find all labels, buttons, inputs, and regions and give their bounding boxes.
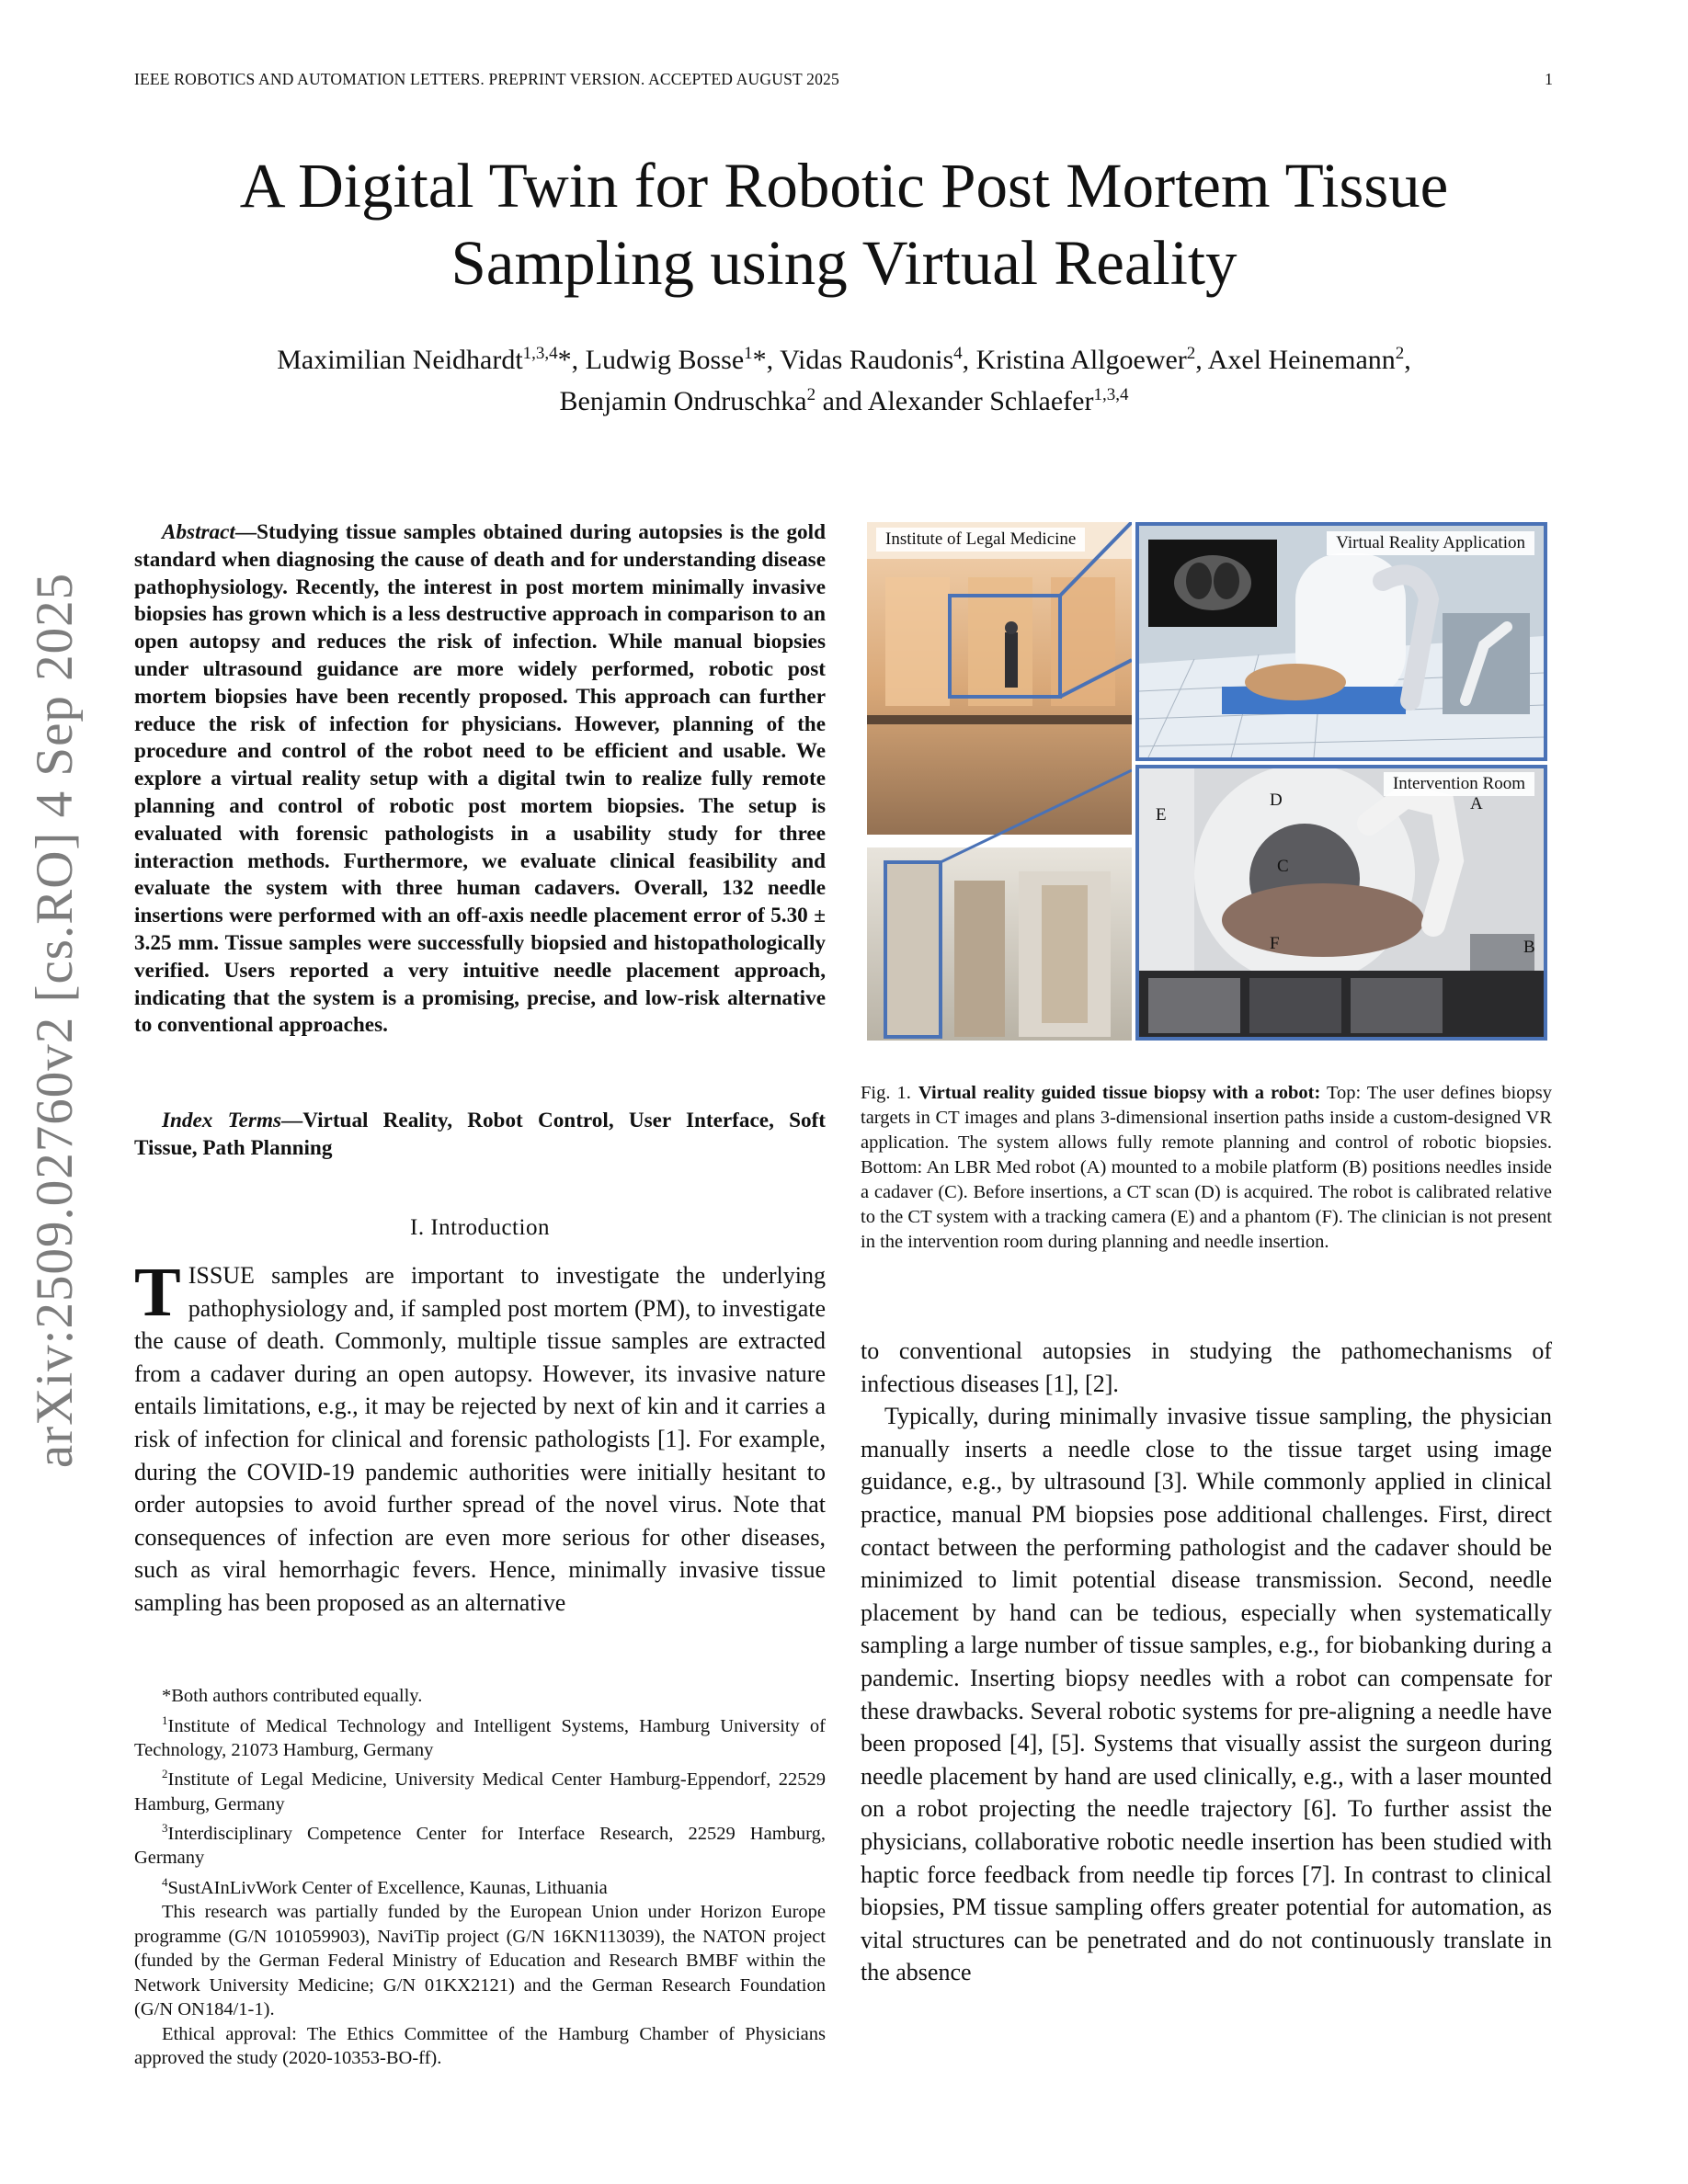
footnotes <box>134 1684 826 2071</box>
figure-1-caption <box>861 1081 1552 1255</box>
footnote-affiliation-2 <box>134 1762 826 1816</box>
paragraph: Typically, during minimally invasive tissue sampling, the physician manually inserts a needle close to the tissue target using image guidance, e.g., by ultrasound [3]. While commonly applied in clinical practice, manual PM biopsies pose additional challenges. First, direct contact between the performing pathologist and the cadaver should be minimized to limit potential disease transmission. Second, needle placement by hand can be tedious, especially when systematically sampling a large number of tissue samples, e.g., for biobanking during a pandemic. Inserting biopsy needles with a robot can compensate for these drawbacks. Several robotic systems for pre-aligning a needle have been proposed [4], [5]. Systems that visually assist the surgeon during needle placement by hand are used clinically, e.g., with a laser mounted on a robot projecting the needle trajectory [6]. To further assist the physicians, collaborative robotic needle insertion has been studied with haptic force feedback from needle tip forces [7]. In contrast to clinical biopsies, PM tissue sampling offers greater potential for automation, as vital structures can be penetrated and do not continuously translate in the absence <box>861 1403 1552 1986</box>
letter-b: B <box>1523 938 1535 957</box>
author-name: Axel Heinemann <box>1207 345 1396 375</box>
author-name: Alexander Schlaefer <box>867 386 1094 416</box>
author-separator: *, <box>752 345 781 375</box>
section-heading-introduction: I. Introduction <box>410 1215 550 1240</box>
footnote-equal-contribution: *Both authors contributed equally. <box>162 1686 423 1706</box>
drop-cap: T <box>134 1254 181 1331</box>
footnote-affiliation-4 <box>134 1871 826 1900</box>
caption-title: Virtual reality guided tissue biopsy with a robot: <box>918 1083 1321 1103</box>
label-intervention-room: Intervention Room <box>1384 772 1534 796</box>
abstract <box>134 519 826 1040</box>
running-head: IEEE ROBOTICS AND AUTOMATION LETTERS. PREPRINT VERSION. ACCEPTED AUGUST 2025 <box>134 70 839 88</box>
footnote-ethics: Ethical approval: The Ethics Committee of the Hamburg Chamber of Physicians approved the study (2020-10353-BO-ff). <box>134 2023 826 2069</box>
affiliation-marker: 1,3,4 <box>1093 385 1129 404</box>
footnote-marker: 4 <box>162 1874 168 1889</box>
author-separator: , <box>962 345 976 375</box>
institute-photo <box>867 522 1132 1041</box>
title-line-2: Sampling using Virtual Reality <box>451 228 1237 298</box>
author-name: Maximilian Neidhardt <box>277 345 523 375</box>
author-list <box>0 336 1688 419</box>
page-number: 1 <box>1545 70 1553 88</box>
abstract-label: Abstract <box>162 520 235 544</box>
title-line-1: A Digital Twin for Robotic Post Mortem Tissue <box>239 151 1449 221</box>
affiliation-marker: 1 <box>744 344 753 363</box>
footnote-affiliation-1 <box>134 1709 826 1763</box>
index-terms <box>134 1108 826 1163</box>
intervention-room-photo <box>1139 768 1544 1037</box>
footnote-text: Interdisciplinary Competence Center for Interface Research, 22529 Hamburg, Germany <box>134 1823 826 1869</box>
index-terms-label: Index Terms <box>162 1109 282 1132</box>
vr-scene-render <box>1139 526 1544 757</box>
footnote-marker: 1 <box>162 1712 168 1727</box>
abstract-text: —Studying tissue samples obtained during autopsies is the gold standard when diagnosing the cause of death and for understanding disease pathophysiology. Recently, the interest in post mortem minimally invasive biopsies has grown which is a less destructive approach in comparison to an open autopsy and reduces the risk of infection. While manual biopsies under ultrasound guidance are more widely performed, robotic post mortem biopsies have been recently proposed. This approach can further reduce the risk of infection for physicians. However, planning of the procedure and control of the robot need to be efficient and usable. We explore a virtual reality setup with a digital twin to realize fully remote planning and control of robotic post mortem biopsies. The setup is evaluated with forensic pathologists in a usability study for three interaction methods. Furthermore, we evaluate clinical feasibility and evaluate the system with three human cadavers. Overall, 132 needle insertions were performed with an off-axis needle placement error of 5.30 ± 3.25 mm. Tissue samples were successfully biopsied and histopathologically verified. Users reported a very intuitive needle placement approach, indicating that the system is a promising, precise, and low-risk alternative to conventional approaches. <box>134 520 826 1038</box>
author-name: Benjamin Ondruschka <box>559 386 807 416</box>
author-line-1 <box>0 336 1688 378</box>
paragraph: to conventional autopsies in studying the pathomechanisms of infectious diseases [1], [2]. <box>861 1337 1552 1397</box>
right-column-body <box>861 1335 1552 1989</box>
author-name: Vidas Raudonis <box>780 345 954 375</box>
footnote-text: Institute of Medical Technology and Intelligent Systems, Hamburg University of Technology, 21073 Hamburg, Germany <box>134 1715 826 1760</box>
affiliation-marker: 1,3,4 <box>522 344 558 363</box>
vr-application-panel <box>1135 522 1547 761</box>
affiliation-marker: 4 <box>953 344 963 363</box>
letter-f: F <box>1270 934 1280 953</box>
letter-c: C <box>1277 857 1289 876</box>
intervention-room-panel <box>1135 765 1547 1041</box>
caption-label: Fig. 1. <box>861 1083 911 1103</box>
footnote-marker: 3 <box>162 1821 168 1836</box>
letter-a: A <box>1470 794 1483 813</box>
index-terms-text: —Virtual Reality, Robot Control, User Interface, Soft Tissue, Path Planning <box>134 1109 826 1160</box>
label-virtual-reality-application: Virtual Reality Application <box>1327 531 1534 555</box>
author-name: Ludwig Bosse <box>585 345 745 375</box>
author-separator: *, <box>557 345 586 375</box>
institute-photo-panel <box>867 522 1132 1041</box>
paper-title <box>0 147 1688 301</box>
letter-d: D <box>1270 791 1283 810</box>
footnote-affiliation-3 <box>134 1816 826 1871</box>
affiliation-marker: 2 <box>1186 344 1196 363</box>
figure-1 <box>867 522 1547 1041</box>
introduction-paragraph <box>134 1254 826 1620</box>
author-name: Kristina Allgoewer <box>975 345 1187 375</box>
author-separator: , <box>1404 345 1411 375</box>
author-separator: , <box>1195 345 1208 375</box>
author-separator: and <box>815 386 868 416</box>
footnote-text: SustAInLivWork Center of Excellence, Kaunas, Lithuania <box>167 1877 608 1898</box>
intro-text: ISSUE samples are important to investigate the underlying pathophysiology and, if sampled post mortem (PM), to investigate the cause of death. Commonly, multiple tissue samples are extracted from a cadaver during an open autopsy. However, its invasive nature entails limitations, e.g., it may be rejected by next of kin and it carries a risk of infection for clinical and forensic pathologists [1]. For example, during the COVID-19 pandemic authorities were initially hesitant to order autopsies to avoid further spread of the novel virus. Note that consequences of infection are even more serious for other diseases, such as viral hemorrhagic fevers. Hence, minimally invasive tissue sampling has been proposed as an alternative <box>134 1262 826 1616</box>
affiliation-marker: 2 <box>1395 344 1405 363</box>
footnote-marker: 2 <box>162 1767 168 1781</box>
label-institute-of-legal-medicine: Institute of Legal Medicine <box>876 528 1085 552</box>
caption-text: Top: The user defines biopsy targets in CT images and plans 3-dimensional insertion paths inside a custom-designed VR application. The system allows fully remote planning and control of robotic biopsies. Bottom: An LBR Med robot (A) mounted to a mobile platform (B) positions needles inside a cadaver (C). Before insertions, a CT scan (D) is acquired. The robot is calibrated relative to the CT system with a tracking camera (E) and a phantom (F). The clinician is not present in the intervention room during planning and needle insertion. <box>861 1083 1552 1252</box>
footnote-text: Institute of Legal Medicine, University Medical Center Hamburg-Eppendorf, 22529 Hamburg, Germany <box>134 1769 826 1814</box>
affiliation-marker: 2 <box>806 385 816 404</box>
arxiv-identifier-stamp: arXiv:2509.02760v2 [cs.RO] 4 Sep 2025 <box>26 572 84 1469</box>
footnote-funding: This research was partially funded by the European Union under Horizon Europe programme (G/N 101059903), NaviTip project (G/N 16KN113039), the NATON project (funded by the German Federal Ministry of Education and Research BMBF within the Network University Medicine; G/N 01KX2121) and the German Research Foundation (G/N ON184/1-1). <box>134 1902 826 2020</box>
letter-e: E <box>1156 805 1167 825</box>
author-line-2 <box>0 378 1688 419</box>
